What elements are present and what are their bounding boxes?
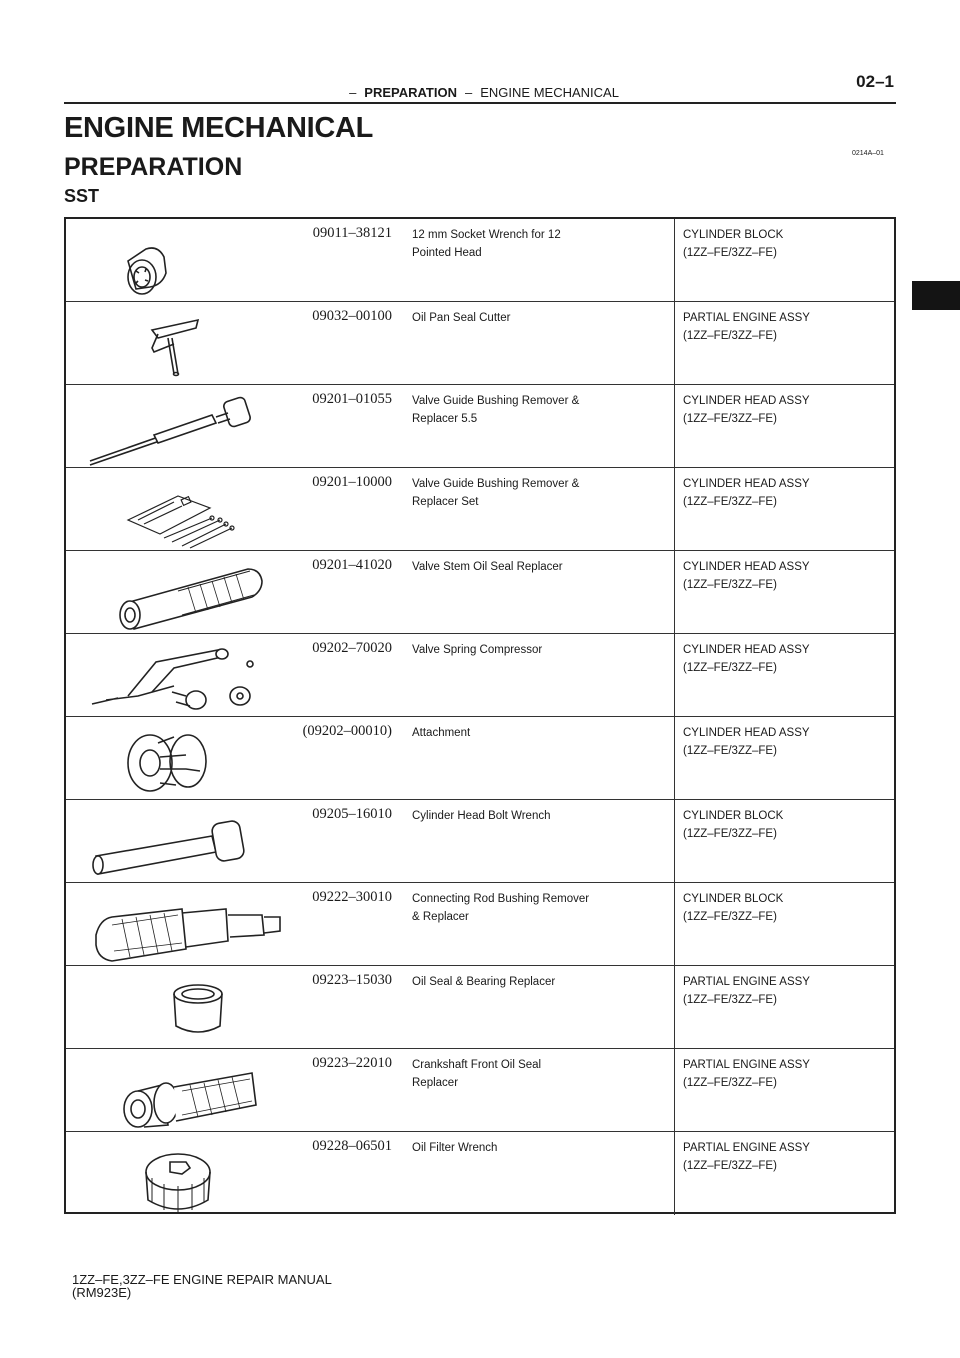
part-number: 09222–30010 <box>312 889 392 905</box>
part-name-line: Cylinder Head Bolt Wrench <box>412 810 551 822</box>
part-number: 09032–00100 <box>312 308 392 324</box>
column-divider <box>674 219 675 301</box>
part-name-line: Oil Pan Seal Cutter <box>412 312 511 324</box>
part-name-line: Valve Guide Bushing Remover & <box>412 478 580 490</box>
part-name-line: Oil Seal & Bearing Replacer <box>412 976 556 988</box>
category-title: SST <box>64 186 100 206</box>
part-name <box>412 309 662 327</box>
part-number: 09228–06501 <box>312 1138 392 1154</box>
usage-line: (1ZZ–FE/3ZZ–FE) <box>683 828 777 840</box>
usage-line: CYLINDER HEAD ASSY <box>683 478 810 490</box>
usage-line: CYLINDER HEAD ASSY <box>683 561 810 573</box>
header-subsection: ENGINE MECHANICAL <box>480 85 619 100</box>
part-number: (09202–00010) <box>302 723 392 739</box>
usage-section <box>683 1056 893 1092</box>
usage-section <box>683 392 893 428</box>
table-row <box>66 634 894 717</box>
part-name <box>412 226 662 262</box>
usage-section <box>683 226 893 262</box>
part-number: 09223–22010 <box>312 1055 392 1071</box>
usage-line: (1ZZ–FE/3ZZ–FE) <box>683 330 777 342</box>
column-divider <box>674 966 675 1048</box>
part-number: 09201–41020 <box>312 557 392 573</box>
part-name-line: Replacer Set <box>412 496 479 508</box>
table-row <box>66 219 894 302</box>
usage-line: PARTIAL ENGINE ASSY <box>683 976 810 988</box>
usage-line: CYLINDER BLOCK <box>683 893 784 905</box>
usage-line: CYLINDER HEAD ASSY <box>683 727 810 739</box>
part-name <box>412 890 662 926</box>
header-separator-leading: – <box>349 85 357 100</box>
usage-line: (1ZZ–FE/3ZZ–FE) <box>683 911 777 923</box>
part-name-line: Replacer <box>412 1077 459 1089</box>
part-name-line: 12 mm Socket Wrench for 12 <box>412 229 561 241</box>
part-name <box>412 392 662 428</box>
usage-line: CYLINDER BLOCK <box>683 229 784 241</box>
usage-section <box>683 973 893 1009</box>
page-header <box>64 72 896 104</box>
usage-line: (1ZZ–FE/3ZZ–FE) <box>683 579 777 591</box>
usage-line: CYLINDER HEAD ASSY <box>683 395 810 407</box>
part-name-line: Attachment <box>412 727 471 739</box>
part-name-line: Pointed Head <box>412 247 482 259</box>
usage-line: (1ZZ–FE/3ZZ–FE) <box>683 662 777 674</box>
part-number: 09223–15030 <box>312 972 392 988</box>
table-row <box>66 800 894 883</box>
usage-line: (1ZZ–FE/3ZZ–FE) <box>683 1077 777 1089</box>
part-number: 09202–70020 <box>312 640 392 656</box>
part-name-line: Valve Spring Compressor <box>412 644 543 656</box>
column-divider <box>674 800 675 882</box>
usage-line: PARTIAL ENGINE ASSY <box>683 1059 810 1071</box>
column-divider <box>674 634 675 716</box>
part-name <box>412 475 662 511</box>
part-name-line: Valve Guide Bushing Remover & <box>412 395 580 407</box>
table-row <box>66 1132 894 1215</box>
page-footer <box>72 1273 332 1299</box>
usage-line: (1ZZ–FE/3ZZ–FE) <box>683 247 777 259</box>
footer-manual-code: (RM923E) <box>72 1285 132 1300</box>
column-divider <box>674 717 675 799</box>
column-divider <box>674 551 675 633</box>
usage-section <box>683 641 893 677</box>
usage-line: CYLINDER HEAD ASSY <box>683 644 810 656</box>
part-name <box>412 1139 662 1157</box>
footer-manual-title: 1ZZ–FE,3ZZ–FE ENGINE REPAIR MANUAL <box>72 1272 332 1287</box>
column-divider <box>674 1132 675 1215</box>
usage-section <box>683 890 893 926</box>
usage-line: (1ZZ–FE/3ZZ–FE) <box>683 745 777 757</box>
part-name-line: Connecting Rod Bushing Remover <box>412 893 590 905</box>
part-name <box>412 973 662 991</box>
table-row <box>66 385 894 468</box>
usage-section <box>683 807 893 843</box>
usage-section <box>683 309 893 345</box>
header-section: PREPARATION <box>364 85 457 100</box>
sst-table <box>64 217 896 1214</box>
part-number: 09205–16010 <box>312 806 392 822</box>
table-row <box>66 468 894 551</box>
table-row <box>66 883 894 966</box>
column-divider <box>674 302 675 384</box>
header-separator: – <box>465 85 473 100</box>
column-divider <box>674 385 675 467</box>
usage-line: (1ZZ–FE/3ZZ–FE) <box>683 496 777 508</box>
table-row <box>66 302 894 385</box>
part-number: 09201–01055 <box>312 391 392 407</box>
part-name <box>412 558 662 576</box>
column-divider <box>674 468 675 550</box>
table-row <box>66 551 894 634</box>
table-row <box>66 717 894 800</box>
usage-line: PARTIAL ENGINE ASSY <box>683 312 810 324</box>
part-name-line: Valve Stem Oil Seal Replacer <box>412 561 563 573</box>
page-number: 02–1 <box>856 72 894 91</box>
usage-section <box>683 475 893 511</box>
page-title: ENGINE MECHANICAL <box>64 112 374 144</box>
usage-line: (1ZZ–FE/3ZZ–FE) <box>683 994 777 1006</box>
header-title <box>64 85 896 100</box>
part-name <box>412 1056 662 1092</box>
part-number: 09011–38121 <box>312 225 392 241</box>
part-name-line: Oil Filter Wrench <box>412 1142 498 1154</box>
column-divider <box>674 1049 675 1131</box>
part-name <box>412 724 662 742</box>
section-title: PREPARATION <box>64 153 243 181</box>
part-number: 09201–10000 <box>312 474 392 490</box>
document-code: 0214A–01 <box>852 150 884 157</box>
part-name-line: Crankshaft Front Oil Seal <box>412 1059 542 1071</box>
usage-section <box>683 724 893 760</box>
table-row <box>66 966 894 1049</box>
part-name <box>412 807 662 825</box>
usage-line: (1ZZ–FE/3ZZ–FE) <box>683 1160 777 1172</box>
part-name <box>412 641 662 659</box>
part-name-line: & Replacer <box>412 911 469 923</box>
usage-line: PARTIAL ENGINE ASSY <box>683 1142 810 1154</box>
usage-section <box>683 558 893 594</box>
usage-line: (1ZZ–FE/3ZZ–FE) <box>683 413 777 425</box>
section-tab-marker <box>912 281 960 310</box>
table-row <box>66 1049 894 1132</box>
usage-section <box>683 1139 893 1175</box>
usage-line: CYLINDER BLOCK <box>683 810 784 822</box>
part-name-line: Replacer 5.5 <box>412 413 478 425</box>
column-divider <box>674 883 675 965</box>
